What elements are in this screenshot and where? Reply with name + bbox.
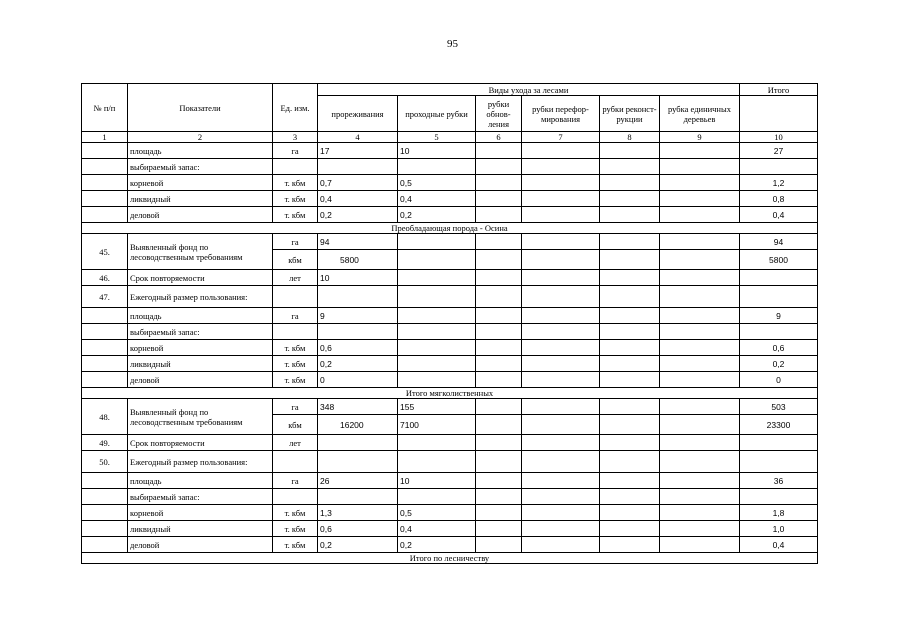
- value-reconstruction: [600, 399, 660, 415]
- col-number: 5: [398, 132, 476, 143]
- value-reconstruction: [600, 175, 660, 191]
- value-reconstruction: [600, 270, 660, 286]
- unit: т. кбм: [273, 340, 318, 356]
- value-single-tree: [660, 521, 740, 537]
- row-number: [82, 324, 128, 340]
- value-thinning: [318, 286, 398, 308]
- unit: [273, 324, 318, 340]
- value-single-tree: [660, 505, 740, 521]
- table-row: [82, 143, 818, 159]
- value-passing: [398, 308, 476, 324]
- value-renewal: [476, 143, 522, 159]
- value-reformation: [522, 159, 600, 175]
- table-row: [82, 324, 818, 340]
- section-row: [82, 223, 818, 234]
- value-thinning: 0,6: [318, 521, 398, 537]
- value-total: 0,8: [740, 191, 818, 207]
- value-renewal: [476, 324, 522, 340]
- value-thinning: 0,2: [318, 537, 398, 553]
- page-number: 95: [447, 38, 458, 50]
- value-single-tree: [660, 415, 740, 435]
- value-single-tree: [660, 234, 740, 250]
- column-number-row: [82, 132, 818, 143]
- value-reconstruction: [600, 234, 660, 250]
- indicator: выбираемый запас:: [128, 489, 273, 505]
- value-thinning: 0,4: [318, 191, 398, 207]
- value-reconstruction: [600, 143, 660, 159]
- value-total: 0,4: [740, 537, 818, 553]
- value-single-tree: [660, 207, 740, 223]
- value-renewal: [476, 159, 522, 175]
- section-row: [82, 388, 818, 399]
- value-reconstruction: [600, 250, 660, 270]
- unit: [273, 451, 318, 473]
- value-renewal: [476, 451, 522, 473]
- indicator: ликвидный: [128, 356, 273, 372]
- table-row: [82, 207, 818, 223]
- value-reconstruction: [600, 537, 660, 553]
- value-reconstruction: [600, 451, 660, 473]
- header-reformation-cuts: рубки перефор-мирования: [522, 96, 600, 132]
- value-renewal: [476, 435, 522, 451]
- value-total: 9: [740, 308, 818, 324]
- value-reformation: [522, 505, 600, 521]
- value-total: 0: [740, 372, 818, 388]
- value-passing: [398, 435, 476, 451]
- unit: кбм: [273, 250, 318, 270]
- value-total: [740, 270, 818, 286]
- row-number: [82, 191, 128, 207]
- value-total: [740, 451, 818, 473]
- value-single-tree: [660, 175, 740, 191]
- table-row: [82, 521, 818, 537]
- value-single-tree: [660, 270, 740, 286]
- value-reconstruction: [600, 308, 660, 324]
- value-renewal: [476, 207, 522, 223]
- table-row: [82, 175, 818, 191]
- value-renewal: [476, 415, 522, 435]
- value-passing: 0,2: [398, 207, 476, 223]
- unit: т. кбм: [273, 191, 318, 207]
- value-total: [740, 324, 818, 340]
- header-row-1: [82, 84, 818, 96]
- value-thinning: 1,3: [318, 505, 398, 521]
- row-number: [82, 537, 128, 553]
- value-reconstruction: [600, 159, 660, 175]
- value-thinning: [318, 324, 398, 340]
- unit: га: [273, 473, 318, 489]
- value-total: 36: [740, 473, 818, 489]
- table-row: [82, 372, 818, 388]
- value-reconstruction: [600, 324, 660, 340]
- value-reconstruction: [600, 415, 660, 435]
- value-reconstruction: [600, 207, 660, 223]
- table-row: [82, 286, 818, 308]
- col-number: 4: [318, 132, 398, 143]
- value-passing: 0,4: [398, 191, 476, 207]
- value-renewal: [476, 340, 522, 356]
- unit: т. кбм: [273, 372, 318, 388]
- value-passing: [398, 250, 476, 270]
- unit: т. кбм: [273, 505, 318, 521]
- row-number: [82, 473, 128, 489]
- row-number: 45.: [82, 234, 128, 270]
- value-thinning: 94: [318, 234, 398, 250]
- table-row: [82, 489, 818, 505]
- unit: т. кбм: [273, 356, 318, 372]
- value-passing: 10: [398, 473, 476, 489]
- value-reconstruction: [600, 473, 660, 489]
- value-renewal: [476, 270, 522, 286]
- unit: га: [273, 234, 318, 250]
- value-total: 503: [740, 399, 818, 415]
- row-number: [82, 207, 128, 223]
- col-number: 6: [476, 132, 522, 143]
- indicator: ликвидный: [128, 191, 273, 207]
- table-row: [82, 505, 818, 521]
- row-number: 48.: [82, 399, 128, 435]
- value-renewal: [476, 505, 522, 521]
- value-single-tree: [660, 324, 740, 340]
- header-care-types: Виды ухода за лесами: [318, 84, 740, 96]
- table-row: [82, 537, 818, 553]
- unit: га: [273, 399, 318, 415]
- value-reformation: [522, 286, 600, 308]
- row-number: [82, 159, 128, 175]
- value-reconstruction: [600, 489, 660, 505]
- header-unit: Ед. изм.: [273, 84, 318, 132]
- value-renewal: [476, 537, 522, 553]
- value-total: 5800: [740, 250, 818, 270]
- row-number: [82, 308, 128, 324]
- value-reconstruction: [600, 340, 660, 356]
- value-thinning: 16200: [318, 415, 398, 435]
- value-reformation: [522, 234, 600, 250]
- header-thinning: прореживания: [318, 96, 398, 132]
- value-renewal: [476, 234, 522, 250]
- value-passing: 0,5: [398, 505, 476, 521]
- indicator: Выявленный фонд по лесоводственным требованиям: [128, 399, 273, 435]
- row-number: [82, 489, 128, 505]
- value-reformation: [522, 175, 600, 191]
- value-single-tree: [660, 435, 740, 451]
- value-passing: 0,5: [398, 175, 476, 191]
- header-total: Итого: [740, 84, 818, 96]
- indicator: Срок повторяемости: [128, 270, 273, 286]
- value-single-tree: [660, 340, 740, 356]
- value-total: 1,2: [740, 175, 818, 191]
- table-row: [82, 191, 818, 207]
- value-reconstruction: [600, 521, 660, 537]
- forest-care-table: [81, 83, 818, 564]
- value-renewal: [476, 356, 522, 372]
- indicator: корневой: [128, 340, 273, 356]
- value-thinning: 9: [318, 308, 398, 324]
- unit: [273, 159, 318, 175]
- unit: т. кбм: [273, 537, 318, 553]
- value-thinning: 0,6: [318, 340, 398, 356]
- unit: га: [273, 143, 318, 159]
- table-row: [82, 308, 818, 324]
- value-reformation: [522, 324, 600, 340]
- value-passing: [398, 356, 476, 372]
- value-renewal: [476, 399, 522, 415]
- value-passing: 0,4: [398, 521, 476, 537]
- value-total: 0,4: [740, 207, 818, 223]
- row-number: [82, 143, 128, 159]
- value-renewal: [476, 372, 522, 388]
- header-passing-cuts: проходные рубки: [398, 96, 476, 132]
- table-row: [82, 399, 818, 415]
- value-reformation: [522, 308, 600, 324]
- value-total: [740, 286, 818, 308]
- row-number: [82, 175, 128, 191]
- value-single-tree: [660, 159, 740, 175]
- value-single-tree: [660, 250, 740, 270]
- value-reformation: [522, 191, 600, 207]
- value-passing: [398, 270, 476, 286]
- value-reconstruction: [600, 286, 660, 308]
- header-no: № п/п: [82, 84, 128, 132]
- value-total: [740, 159, 818, 175]
- indicator: деловой: [128, 207, 273, 223]
- value-single-tree: [660, 356, 740, 372]
- value-single-tree: [660, 286, 740, 308]
- table-row: [82, 234, 818, 250]
- col-number: 3: [273, 132, 318, 143]
- value-thinning: [318, 451, 398, 473]
- col-number: 10: [740, 132, 818, 143]
- value-thinning: [318, 435, 398, 451]
- row-number: [82, 356, 128, 372]
- value-passing: [398, 340, 476, 356]
- value-reformation: [522, 521, 600, 537]
- col-number: 7: [522, 132, 600, 143]
- value-passing: [398, 286, 476, 308]
- table-row: [82, 435, 818, 451]
- value-single-tree: [660, 399, 740, 415]
- value-total: [740, 435, 818, 451]
- row-number: 49.: [82, 435, 128, 451]
- value-single-tree: [660, 537, 740, 553]
- value-reformation: [522, 451, 600, 473]
- value-thinning: [318, 489, 398, 505]
- value-single-tree: [660, 451, 740, 473]
- table-row: [82, 451, 818, 473]
- row-number: 46.: [82, 270, 128, 286]
- value-thinning: 348: [318, 399, 398, 415]
- value-thinning: 5800: [318, 250, 398, 270]
- unit: т. кбм: [273, 207, 318, 223]
- value-renewal: [476, 489, 522, 505]
- value-reconstruction: [600, 435, 660, 451]
- unit: лет: [273, 270, 318, 286]
- indicator: деловой: [128, 372, 273, 388]
- header-renewal-cuts: рубки обнов-ления: [476, 96, 522, 132]
- value-reconstruction: [600, 356, 660, 372]
- col-number: 9: [660, 132, 740, 143]
- indicator: выбираемый запас:: [128, 159, 273, 175]
- value-renewal: [476, 308, 522, 324]
- value-thinning: 17: [318, 143, 398, 159]
- value-thinning: 0: [318, 372, 398, 388]
- value-passing: [398, 159, 476, 175]
- value-total: 27: [740, 143, 818, 159]
- unit: т. кбм: [273, 521, 318, 537]
- header-reconstruction-cuts: рубки реконст-рукции: [600, 96, 660, 132]
- row-number: [82, 521, 128, 537]
- header-indicators: Показатели: [128, 84, 273, 132]
- unit: [273, 286, 318, 308]
- row-number: [82, 505, 128, 521]
- value-reformation: [522, 340, 600, 356]
- value-total: 1,8: [740, 505, 818, 521]
- value-total: 23300: [740, 415, 818, 435]
- value-reformation: [522, 399, 600, 415]
- value-total: 1,0: [740, 521, 818, 537]
- unit: [273, 489, 318, 505]
- unit: га: [273, 308, 318, 324]
- value-reformation: [522, 537, 600, 553]
- row-number: [82, 340, 128, 356]
- value-reconstruction: [600, 505, 660, 521]
- value-single-tree: [660, 143, 740, 159]
- value-total: 0,2: [740, 356, 818, 372]
- value-total: [740, 489, 818, 505]
- indicator: корневой: [128, 505, 273, 521]
- indicator: площадь: [128, 143, 273, 159]
- value-reconstruction: [600, 372, 660, 388]
- value-thinning: 0,2: [318, 356, 398, 372]
- table-row: [82, 159, 818, 175]
- value-passing: 155: [398, 399, 476, 415]
- row-number: 50.: [82, 451, 128, 473]
- indicator: Ежегодный размер пользования:: [128, 451, 273, 473]
- value-renewal: [476, 286, 522, 308]
- value-thinning: 0,2: [318, 207, 398, 223]
- unit: т. кбм: [273, 175, 318, 191]
- value-thinning: 0,7: [318, 175, 398, 191]
- section-title-aspen: Преобладающая порода - Осина: [82, 223, 818, 234]
- value-passing: 0,2: [398, 537, 476, 553]
- value-reformation: [522, 250, 600, 270]
- value-passing: [398, 324, 476, 340]
- table-row: [82, 270, 818, 286]
- col-number: 1: [82, 132, 128, 143]
- value-passing: [398, 489, 476, 505]
- unit: лет: [273, 435, 318, 451]
- col-number: 2: [128, 132, 273, 143]
- value-reformation: [522, 473, 600, 489]
- value-renewal: [476, 250, 522, 270]
- section-title-softwood: Итого мягколиственных: [82, 388, 818, 399]
- table-row: [82, 356, 818, 372]
- indicator: Выявленный фонд по лесоводственным требованиям: [128, 234, 273, 270]
- header-single-tree-cuts: рубка единичных деревьев: [660, 96, 740, 132]
- row-number: 47.: [82, 286, 128, 308]
- value-reformation: [522, 207, 600, 223]
- value-thinning: 26: [318, 473, 398, 489]
- indicator: деловой: [128, 537, 273, 553]
- value-reformation: [522, 372, 600, 388]
- value-single-tree: [660, 372, 740, 388]
- value-single-tree: [660, 473, 740, 489]
- value-reformation: [522, 489, 600, 505]
- indicator: Срок повторяемости: [128, 435, 273, 451]
- value-reformation: [522, 415, 600, 435]
- row-number: [82, 372, 128, 388]
- value-renewal: [476, 473, 522, 489]
- col-number: 8: [600, 132, 660, 143]
- value-reconstruction: [600, 191, 660, 207]
- value-renewal: [476, 191, 522, 207]
- value-passing: 7100: [398, 415, 476, 435]
- value-total: 0,6: [740, 340, 818, 356]
- value-passing: [398, 234, 476, 250]
- value-thinning: 10: [318, 270, 398, 286]
- value-reformation: [522, 356, 600, 372]
- value-renewal: [476, 175, 522, 191]
- table-row: [82, 473, 818, 489]
- value-thinning: [318, 159, 398, 175]
- indicator: ликвидный: [128, 521, 273, 537]
- value-passing: 10: [398, 143, 476, 159]
- indicator: площадь: [128, 473, 273, 489]
- value-single-tree: [660, 489, 740, 505]
- value-single-tree: [660, 191, 740, 207]
- value-passing: [398, 451, 476, 473]
- section-row: [82, 553, 818, 564]
- value-reformation: [522, 270, 600, 286]
- value-reformation: [522, 143, 600, 159]
- value-passing: [398, 372, 476, 388]
- indicator: корневой: [128, 175, 273, 191]
- unit: кбм: [273, 415, 318, 435]
- value-single-tree: [660, 308, 740, 324]
- value-reformation: [522, 435, 600, 451]
- header-total-blank: [740, 96, 818, 132]
- indicator: Ежегодный размер пользования:: [128, 286, 273, 308]
- table-row: [82, 340, 818, 356]
- indicator: площадь: [128, 308, 273, 324]
- section-title-forestry: Итого по лесничеству: [82, 553, 818, 564]
- indicator: выбираемый запас:: [128, 324, 273, 340]
- value-renewal: [476, 521, 522, 537]
- value-total: 94: [740, 234, 818, 250]
